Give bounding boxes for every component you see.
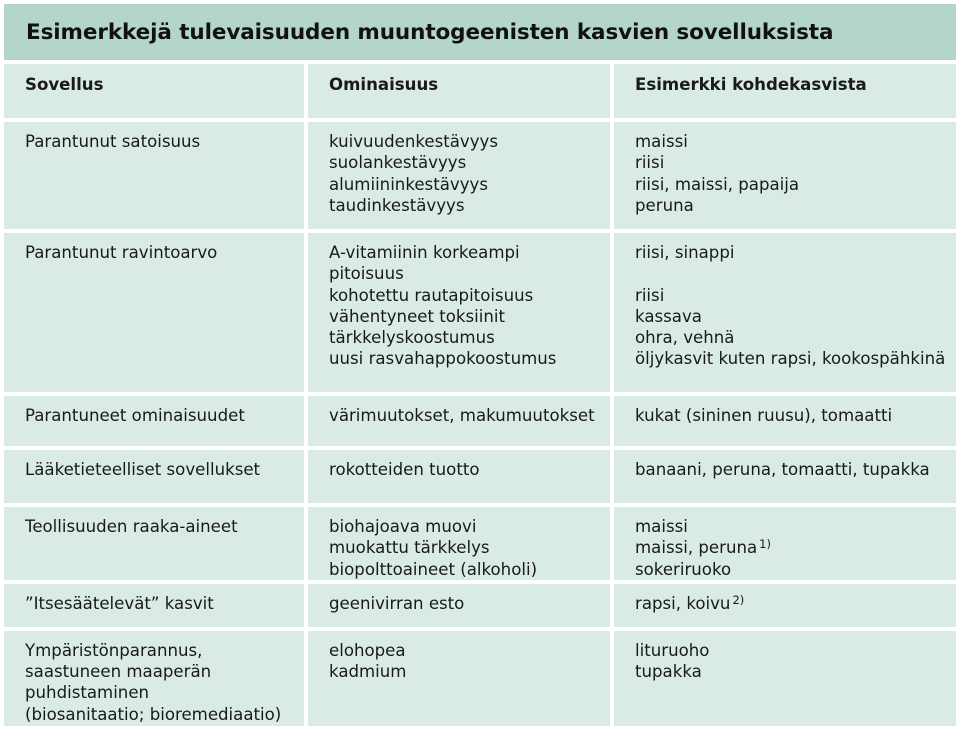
- cell-line: [635, 537, 948, 558]
- title-bar: [4, 4, 956, 60]
- cell-line: Teollisuuden raaka-aineet: [25, 517, 238, 536]
- cell-esimerkki: [614, 507, 956, 584]
- cell-line: lituruoho: [635, 640, 710, 660]
- cell-esimerkki: [614, 233, 956, 396]
- cell-line: Lääketieteelliset sovellukset: [25, 460, 261, 479]
- cell-ominaisuus: [308, 233, 614, 396]
- cell-esimerkki: [614, 396, 956, 450]
- cell-line: riisi: [635, 285, 665, 305]
- cell-esimerkki: [614, 122, 956, 233]
- cell-ominaisuus: [308, 396, 614, 450]
- footnote-marker: 1): [759, 537, 771, 552]
- cell-line: taudinkestävyys: [329, 195, 465, 215]
- cell-line: pitoisuus: [329, 264, 404, 284]
- cell-line: kadmium: [329, 662, 407, 682]
- cell-sovellus: [4, 631, 308, 730]
- applications-table: [4, 64, 956, 730]
- table-row: [4, 233, 956, 396]
- cell-line: tärkkelyskoostumus: [329, 328, 495, 348]
- table-title: Esimerkkejä tulevaisuuden muuntogeenisten kasvien sovelluksista: [26, 19, 834, 45]
- header-sovellus: Sovellus: [4, 64, 308, 122]
- cell-esimerkki: [614, 631, 956, 730]
- table-row: [4, 631, 956, 730]
- cell-line: muokattu tärkkelys: [329, 538, 490, 558]
- cell-line: tupakka: [635, 662, 702, 682]
- cell-line: vähentyneet toksiinit: [329, 306, 506, 326]
- cell-line: alumiininkestävyys: [329, 174, 488, 194]
- cell-ominaisuus: [308, 450, 614, 507]
- cell-line: sokeriruoko: [635, 559, 732, 579]
- cell-sovellus: [4, 122, 308, 233]
- cell-line: banaani, peruna, tomaatti, tupakka: [635, 460, 930, 479]
- cell-line: geenivirran esto: [329, 593, 465, 613]
- cell-sovellus: [4, 584, 308, 631]
- cell-sovellus: [4, 396, 308, 450]
- cell-line: saastuneen maaperän: [25, 662, 212, 682]
- table-row: [4, 122, 956, 233]
- cell-line: kassava: [635, 306, 702, 326]
- cell-line: A-vitamiinin korkeampi: [329, 243, 520, 262]
- cell-sovellus: [4, 507, 308, 584]
- table-row: [4, 584, 956, 631]
- cell-sovellus: [4, 450, 308, 507]
- cell-ominaisuus: [308, 631, 614, 730]
- cell-line: [635, 263, 948, 284]
- cell-line: kukat (sininen ruusu), tomaatti: [635, 406, 893, 425]
- cell-line: peruna: [635, 195, 694, 215]
- cell-line: biohajoava muovi: [329, 517, 477, 536]
- cell-line: riisi, sinappi: [635, 243, 735, 262]
- cell-line: Parantuneet ominaisuudet: [25, 406, 245, 425]
- cell-line: maissi: [635, 517, 688, 536]
- cell-line: värimuutokset, makumuutokset: [329, 406, 595, 425]
- cell-line: rokotteiden tuotto: [329, 460, 480, 479]
- cell-esimerkki: [614, 450, 956, 507]
- cell-line: elohopea: [329, 640, 406, 660]
- cell-line: maissi: [635, 132, 688, 151]
- table-row: [4, 507, 956, 584]
- cell-ominaisuus: [308, 584, 614, 631]
- header-ominaisuus: Ominaisuus: [308, 64, 614, 122]
- cell-line: riisi: [635, 153, 665, 173]
- cell-sovellus: [4, 233, 308, 396]
- cell-line: uusi rasvahappokoostumus: [329, 349, 557, 369]
- cell-line: ohra, vehnä: [635, 328, 735, 348]
- cell-text: maissi, peruna: [635, 538, 758, 558]
- cell-line: suolankestävyys: [329, 153, 467, 173]
- cell-line: kuivuudenkestävyys: [329, 132, 498, 151]
- cell-line: öljykasvit kuten rapsi, kookospähkinä: [635, 349, 946, 369]
- table-row: [4, 396, 956, 450]
- cell-text: rapsi, koivu: [635, 593, 731, 613]
- table-row: [4, 450, 956, 507]
- cell-ominaisuus: [308, 507, 614, 584]
- cell-line: (biosanitaatio; bioremediaatio): [25, 704, 282, 724]
- cell-esimerkki: [614, 584, 956, 631]
- cell-line: puhdistaminen: [25, 683, 150, 703]
- footnote-marker: 2): [732, 592, 745, 607]
- cell-ominaisuus: [308, 122, 614, 233]
- cell-line: riisi, maissi, papaija: [635, 174, 800, 194]
- cell-line: [635, 593, 948, 614]
- cell-line: ”Itsesäätelevät” kasvit: [25, 593, 214, 613]
- cell-line: Ympäristönparannus,: [25, 640, 203, 660]
- cell-line: biopolttoaineet (alkoholi): [329, 559, 538, 579]
- header-esimerkki: Esimerkki kohdekasvista: [614, 64, 956, 122]
- header-row: [4, 64, 956, 122]
- cell-line: Parantunut satoisuus: [25, 132, 201, 151]
- cell-line: kohotettu rautapitoisuus: [329, 285, 534, 305]
- cell-line: Parantunut ravintoarvo: [25, 243, 218, 262]
